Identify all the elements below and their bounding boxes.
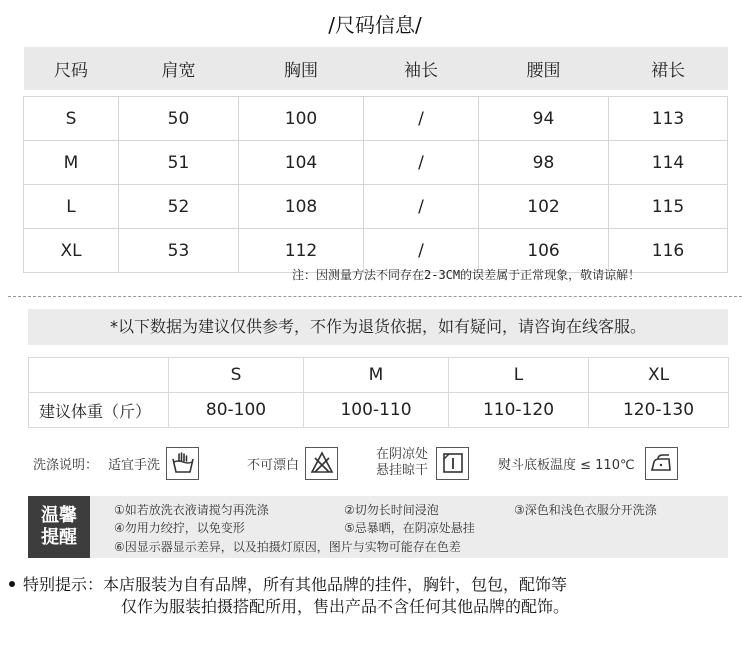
- size-header-cell: L: [449, 358, 589, 393]
- header-cell: 胸围: [239, 47, 364, 90]
- size-header-cell: S: [169, 358, 304, 393]
- table-cell: M: [24, 141, 119, 185]
- weight-table: [28, 357, 729, 428]
- bullet-icon: [9, 581, 15, 587]
- table-cell: 114: [609, 141, 728, 185]
- size-header-cell: M: [304, 358, 449, 393]
- size-table: [23, 47, 728, 273]
- tips-badge-line2: 提醒: [41, 527, 77, 548]
- weight-cell: 100-110: [304, 393, 449, 428]
- shade-dry-group: [376, 445, 469, 481]
- table-cell: 102: [479, 185, 609, 229]
- wash-label-hand: 适宜手洗: [108, 457, 161, 473]
- care-tip: ③深色和浅色衣服分开洗涤: [514, 503, 657, 517]
- tips-badge-line1: 温馨: [41, 505, 77, 526]
- care-tip: ④勿用力绞拧，以免变形: [114, 521, 245, 535]
- shade-dry-line1: 在阴凉处: [376, 447, 429, 462]
- care-tip: ②切勿长时间浸泡: [344, 503, 439, 517]
- table-cell: 98: [479, 141, 609, 185]
- disclaimer-banner: *以下数据为建议仅供参考，不作为退货依据，如有疑问，请咨询在线客服。: [28, 309, 728, 345]
- table-cell: 116: [609, 229, 728, 273]
- shade-dry-line2: 悬挂晾干: [376, 463, 429, 478]
- iron-group: [498, 445, 678, 481]
- table-cell: 113: [609, 97, 728, 141]
- table-cell: 53: [119, 229, 239, 273]
- weight-cell: 80-100: [169, 393, 304, 428]
- table-cell: /: [364, 97, 479, 141]
- header-cell: 裙长: [609, 47, 728, 90]
- table-cell: 50: [119, 97, 239, 141]
- care-tips-block: [28, 496, 728, 558]
- wash-heading-group: [33, 445, 199, 481]
- table-cell: L: [24, 185, 119, 229]
- table-cell: /: [364, 185, 479, 229]
- special-notice-line1: 特别提示：本店服装为自有品牌，所有其他品牌的挂件，胸针，包包，配饰等: [23, 575, 568, 594]
- table-cell: /: [364, 229, 479, 273]
- table-cell: S: [24, 97, 119, 141]
- table-cell: /: [364, 141, 479, 185]
- table-cell: 112: [239, 229, 364, 273]
- empty-corner-cell: [29, 358, 169, 393]
- table-cell: 104: [239, 141, 364, 185]
- header-cell: 腰围: [479, 47, 609, 90]
- table-cell: 115: [609, 185, 728, 229]
- table-row: [24, 97, 728, 141]
- wash-heading: 洗涤说明：: [33, 457, 99, 473]
- weight-table-header: [29, 358, 729, 393]
- shade-dry-icon: [436, 447, 469, 480]
- weight-cell: 120-130: [589, 393, 729, 428]
- special-notice-line2: 仅作为服装拍摄搭配所用，售出产品不含任何其他品牌的配饰。: [121, 597, 570, 616]
- weight-row-label: 建议体重（斤）: [29, 393, 169, 428]
- table-row: [24, 141, 728, 185]
- special-notice: [9, 574, 569, 618]
- table-cell: 51: [119, 141, 239, 185]
- table-cell: 100: [239, 97, 364, 141]
- header-cell: 尺码: [24, 47, 119, 90]
- dashed-divider: [8, 296, 742, 297]
- care-tips-badge: [28, 496, 90, 558]
- wash-label-iron: 熨斗底板温度 ≤ 110℃: [498, 457, 635, 473]
- page-title: /尺码信息/: [328, 13, 422, 37]
- measurement-note: 注：因测量方法不同存在2-3CM的误差属于正常现象，敬请谅解！: [292, 268, 641, 282]
- care-tip: ⑤忌暴晒，在阴凉处悬挂: [344, 521, 475, 535]
- table-cell: 52: [119, 185, 239, 229]
- table-cell: 106: [479, 229, 609, 273]
- weight-row: [29, 393, 729, 428]
- table-cell: XL: [24, 229, 119, 273]
- no-bleach-group: [247, 445, 338, 481]
- size-table-header: [24, 47, 728, 90]
- header-cell: 袖长: [364, 47, 479, 90]
- care-tip: ①如若放洗衣液请搅匀再洗涤: [114, 503, 269, 517]
- header-cell: 肩宽: [119, 47, 239, 90]
- table-row: [24, 185, 728, 229]
- hand-wash-icon: [166, 447, 199, 480]
- wash-label-no-bleach: 不可漂白: [247, 457, 300, 473]
- no-bleach-icon: [305, 447, 338, 480]
- table-cell: 108: [239, 185, 364, 229]
- weight-cell: 110-120: [449, 393, 589, 428]
- care-tip: ⑥因显示器显示差异，以及拍摄灯原因，图片与实物可能存在色差: [114, 540, 461, 554]
- iron-icon: [645, 447, 678, 480]
- table-cell: 94: [479, 97, 609, 141]
- wash-label-shade-dry: [376, 447, 428, 479]
- size-header-cell: XL: [589, 358, 729, 393]
